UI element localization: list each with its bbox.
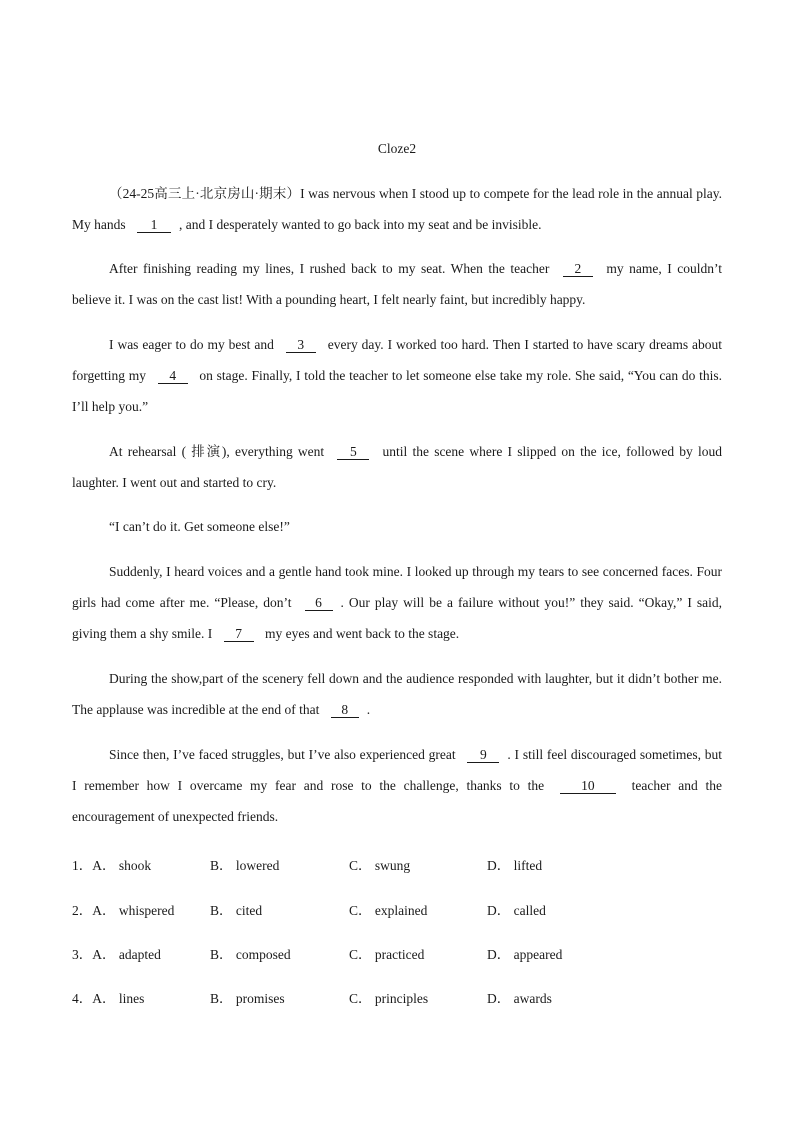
option-b: B． lowered xyxy=(210,858,280,873)
answer-blank: 7 xyxy=(224,627,254,642)
option-a: 2．A． whispered xyxy=(72,903,175,918)
option-d: D． appeared xyxy=(487,947,563,962)
paragraph-text: until the scene where I slipped on the ice, followed by loud laughter. I went out and started to cry. xyxy=(72,444,722,490)
paragraph-text: every day. I worked too hard. Then I started to have scary dreams about forgetting my xyxy=(72,337,723,383)
question-row-2 xyxy=(72,899,722,919)
paragraph-text: . xyxy=(366,702,371,717)
question-row-1 xyxy=(72,854,722,874)
paragraph-3 xyxy=(72,329,722,422)
option-d: D． awards xyxy=(487,991,552,1006)
paragraph-text: . I still feel discouraged sometimes, but I remember how I overcame my fear and rose to the challenge, thanks to the xyxy=(72,747,723,793)
option-b: B． cited xyxy=(210,903,263,918)
option-d: D． lifted xyxy=(487,858,543,873)
paragraph-text: After finishing reading my lines, I rushed back to my seat. When the teacher xyxy=(109,261,555,276)
paragraph-text: At rehearsal ( 排演), everything went xyxy=(109,444,330,459)
answer-blank: 4 xyxy=(158,369,188,384)
option-c: C． swung xyxy=(349,858,411,873)
answer-blank: 2 xyxy=(563,262,593,277)
paragraph-text: （24-25高三上·北京房山·期末）I was nervous when I stood up to compete for the lead role in the annual play. My hands xyxy=(72,186,722,232)
option-a: 3．A． adapted xyxy=(72,947,161,962)
answer-blank: 8 xyxy=(331,703,359,718)
paragraph-text: “I can’t do it. Get someone else!” xyxy=(109,519,290,534)
answer-blank: 5 xyxy=(337,445,369,460)
paragraph-text: Since then, I’ve faced struggles, but I’ve also experienced great xyxy=(109,747,460,762)
paragraph-8 xyxy=(72,739,722,832)
answer-blank: 10 xyxy=(560,779,616,794)
option-c: C． principles xyxy=(349,991,429,1006)
option-a: 4．A． lines xyxy=(72,991,145,1006)
question-row-3 xyxy=(72,943,722,963)
option-c: C． practiced xyxy=(349,947,425,962)
answer-blank: 1 xyxy=(137,218,171,233)
paragraph-text: During the show,part of the scenery fell down and the audience responded with laughter, but it didn’t bother me. The applause was incredible at the end of that xyxy=(72,671,722,717)
paragraph-2 xyxy=(72,253,722,315)
option-c: C． explained xyxy=(349,903,428,918)
document-title: Cloze2 xyxy=(377,141,417,156)
paragraph-text: teacher and the encouragement of unexpected friends. xyxy=(72,778,722,824)
answer-blank: 6 xyxy=(305,596,333,611)
option-d: D． called xyxy=(487,903,546,918)
paragraph-7 xyxy=(72,663,722,725)
paragraph-text: Suddenly, I heard voices and a gentle hand took mine. I looked up through my tears to see concerned faces. Four girls had come after me. “Please, don’t xyxy=(72,564,722,610)
paragraph-text: my name, I couldn’t believe it. I was on the cast list! With a pounding heart, I felt nearly faint, but incredibly happy. xyxy=(72,261,722,307)
paragraph-text: . Our play will be a failure without you!” they said. “Okay,” I said, giving them a shy smile. I xyxy=(72,595,722,641)
paragraph-text: on stage. Finally, I told the teacher to let someone else take my role. She said, “You can do this. I’ll help you.” xyxy=(72,368,722,414)
paragraph-6 xyxy=(72,556,722,649)
paragraph-1 xyxy=(72,178,722,240)
answer-blank: 3 xyxy=(286,338,316,353)
option-b: B． promises xyxy=(210,991,285,1006)
answer-blank: 9 xyxy=(467,748,499,763)
question-row-4 xyxy=(72,987,722,1007)
option-a: 1．A． shook xyxy=(72,858,152,873)
paragraph-5 xyxy=(72,511,722,542)
paragraph-text: my eyes and went back to the stage. xyxy=(261,626,460,641)
paragraph-text: I was eager to do my best and xyxy=(109,337,278,352)
option-b: B． composed xyxy=(210,947,291,962)
paragraph-text: , and I desperately wanted to go back into my seat and be invisible. xyxy=(179,217,542,232)
paragraph-4 xyxy=(72,436,722,498)
